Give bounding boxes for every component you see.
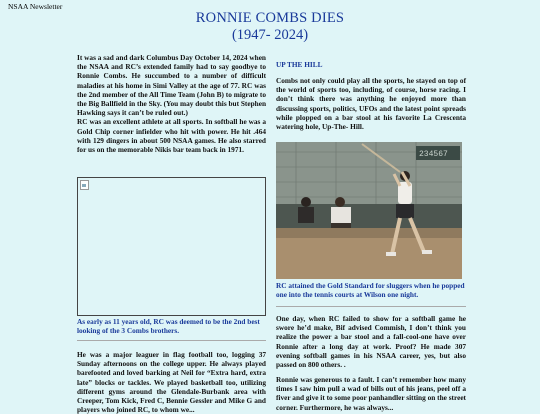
intro-paragraph: It was a sad and dark Columbus Day October 14, 2024 when the NSAA and RC’s extended family had to say goodbye to Ronnie Combs. He succumbed to a number of difficult maladies at his home in Simi Valley at the age of 77. RC was the 2nd member of the All Time Team (John B) to migrate to the Big Ballfield in the Sky. (You may doubt this but Stephen Hawking says it can’t be ruled out.) [77,53,266,118]
newsletter-label: NSAA Newsletter [8,2,63,11]
article-title: RONNIE COMBS DIES [195,10,345,26]
svg-text:234567: 234567 [419,150,448,159]
left-divider [77,340,266,341]
softball-photo-caption: RC attained the Gold Standard for sluggers when he popped one into the tennis courts at Wilson one night. [276,281,465,300]
article-header [0,10,540,44]
football-block [77,350,266,414]
article-years: (1947- 2024) [231,27,309,43]
childhood-photo-placeholder [77,177,266,316]
softball-paragraph: One day, when RC failed to show for a softball game he swore he’d make, Bif advised Commish, I don’t think you realize the power a bar stool and a fall-cool-one have over Ronnie after a long day at work. Proof? He made 307 evening softball games in his NSAA career, yes, but also passed on 800 others. . [276,314,466,370]
photo-caption-block [276,281,466,299]
section-subhead: UP THE HILL [276,60,323,69]
generous-block [276,375,466,412]
softball-photo-art [276,142,462,279]
football-paragraph: He was a major leaguer in flag football too, logging 37 Sunday afternoons on the college upper. He always played barefooted and loved barking at Neil for “Extra hard, extra late” blocks or tackles. We played basketball too, utilizing different gyms around the Glendale-Burbank area with Creeper, Tom Kick, Fred C, Bennie Gessler and Mike G and players who joined RC, to whom we... [77,350,266,414]
right-divider [276,306,466,307]
generous-paragraph: Ronnie was generous to a fault. I can’t remember how many times I saw him pull a wad of bills out of his jeans, peel off a fiver and give it to some poor panhandler sitting on the street corner. Furthermore, he was always... [276,375,466,412]
athlete-paragraph: RC was an excellent athlete at all sports. In softball he was a Gold Chip corner infielder who hit with power. He hit .464 with 129 dingers in about 500 NSAA games. He also starred for us on the memorable Nikis bar team back in 1971. [77,117,266,155]
broken-image-icon [80,180,89,190]
right-column [276,60,466,131]
softball-block [276,314,466,369]
left-caption-block [77,317,266,335]
softball-action-photo [276,142,462,279]
hill-paragraph: Combs not only could play all the sports, he stayed on top of the world of sports too, including, of course, horse racing. I don’t think there was anything he enjoyed more than discussing sports, politics, UFOs and the latest point spreads while plopped on a bar stool at his favorite La Crescenta watering hole, Up-The- Hill. [276,76,466,132]
left-column [77,53,266,154]
childhood-photo-caption: As early as 11 years old, RC was deemed to be the 2nd best looking of the 3 Combs brothers. [77,317,260,336]
